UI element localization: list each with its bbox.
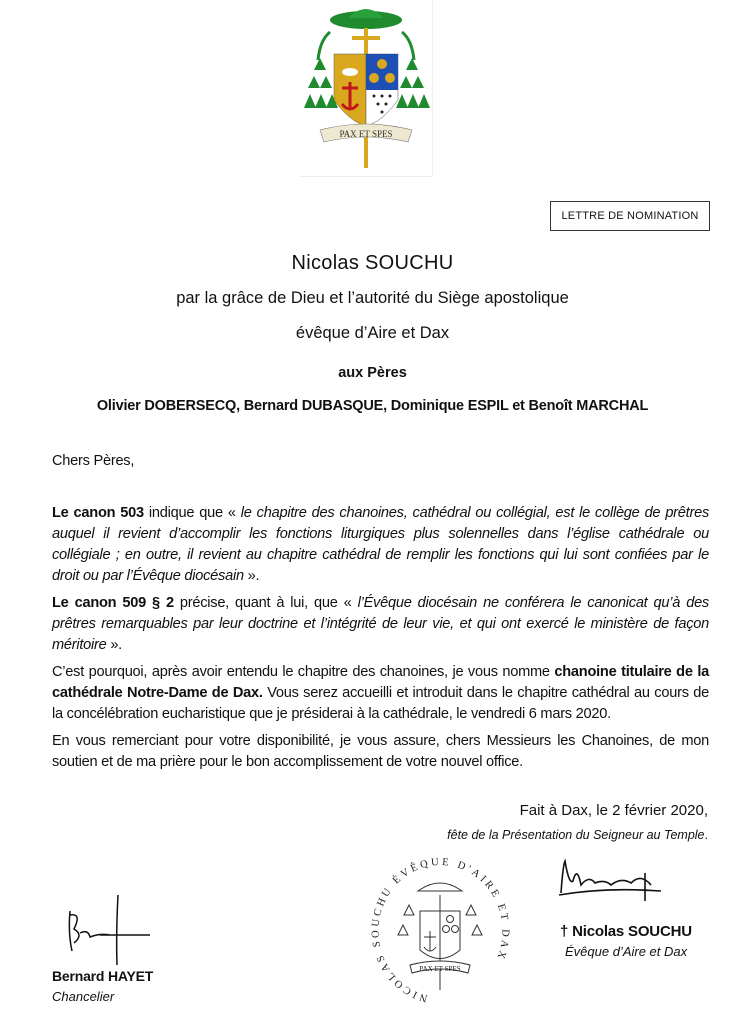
letter-body bbox=[52, 503, 709, 779]
salutation: Chers Pères, bbox=[52, 453, 135, 469]
text: Vous serez accueilli et introduit dans le chapitre cathédral au cours de la concélébration eucharistique que je présiderai à la cathédrale, le vendredi 6 mars 2020. bbox=[52, 685, 709, 722]
canon-quote: le chapitre des chanoines, cathédral ou collégial, est le collège de prêtres auquel il revient d’accomplir les fonctions liturgiques plus solennelles dans l’église cathédrale ou collégiale ; en outre, il revient au chapitre cathédral de remplir les fonctions qui lui sont confiées par le droit ou par l’Évêque diocésain bbox=[52, 505, 709, 584]
paragraph-canon-503 bbox=[52, 503, 709, 587]
nomination-title: chanoine titulaire de la cathédrale Notre-Dame de Dax. bbox=[52, 664, 709, 701]
chancellor-name: Bernard HAYET bbox=[52, 968, 154, 984]
issuer-name: Nicolas SOUCHU bbox=[291, 252, 454, 274]
canon-quote: l’Évêque diocésain ne conférera le canonicat qu’à des prêtres remarquables par leur doctrine et l’intégrité de leur vie, et qui ont exercé le ministère de façon méritoire bbox=[52, 595, 709, 653]
recipients-intro: aux Pères bbox=[338, 365, 407, 381]
issuer-line-2: évêque d’Aire et Dax bbox=[295, 324, 450, 342]
text: ». bbox=[106, 637, 122, 653]
feast: fête de la Présentation du Seigneur au Temple bbox=[447, 828, 705, 842]
feast-line bbox=[300, 828, 708, 842]
bishop-name: † Nicolas SOUCHU bbox=[560, 923, 692, 940]
chancellor-title: Chancelier bbox=[52, 989, 115, 1004]
canon-ref: Le canon 509 § 2 bbox=[52, 595, 174, 611]
text: . bbox=[704, 828, 708, 842]
paragraph-thanks bbox=[52, 731, 709, 773]
document-type-box: LETTRE DE NOMINATION bbox=[550, 201, 710, 231]
text: indique que « bbox=[143, 505, 241, 521]
text: ». bbox=[243, 568, 260, 584]
text: En vous remerciant pour votre disponibilité, je vous assure, chers Messieurs les Chanoines, de mon soutien et de ma prière pour le bon accomplissement de votre nouvel office. bbox=[52, 733, 709, 770]
place-date: Fait à Dax, le 2 février 2020, bbox=[519, 802, 708, 819]
chancellor-signature bbox=[60, 893, 155, 968]
text: C’est pourquoi, après avoir entendu le chapitre des chanoines, je vous nomme bbox=[52, 664, 555, 680]
issuer-line-1: par la grâce de Dieu et l’autorité du Siège apostolique bbox=[176, 289, 569, 307]
svg-text:PAX ET SPES: PAX ET SPES bbox=[419, 965, 461, 973]
bishop-title: Évêque d’Aire et Dax bbox=[565, 944, 688, 959]
svg-text:NICOLAS SOUCHU ÉVÊQUE D'AIRE E: NICOLAS SOUCHU ÉVÊQUE D'AIRE ET DAX bbox=[370, 856, 511, 1004]
bishop-signature bbox=[555, 855, 665, 905]
paragraph-nomination bbox=[52, 662, 709, 725]
text: précise, quant à lui, que « bbox=[173, 595, 358, 611]
coat-of-arms-logo bbox=[300, 0, 433, 177]
paragraph-canon-509 bbox=[52, 593, 709, 656]
episcopal-seal bbox=[368, 855, 513, 1010]
recipients: Olivier DOBERSECQ, Bernard DUBASQUE, Dominique ESPIL et Benoît MARCHAL bbox=[96, 398, 649, 414]
canon-ref: Le canon 503 bbox=[52, 505, 144, 521]
crest-motto: PAX ET SPES bbox=[339, 129, 393, 139]
